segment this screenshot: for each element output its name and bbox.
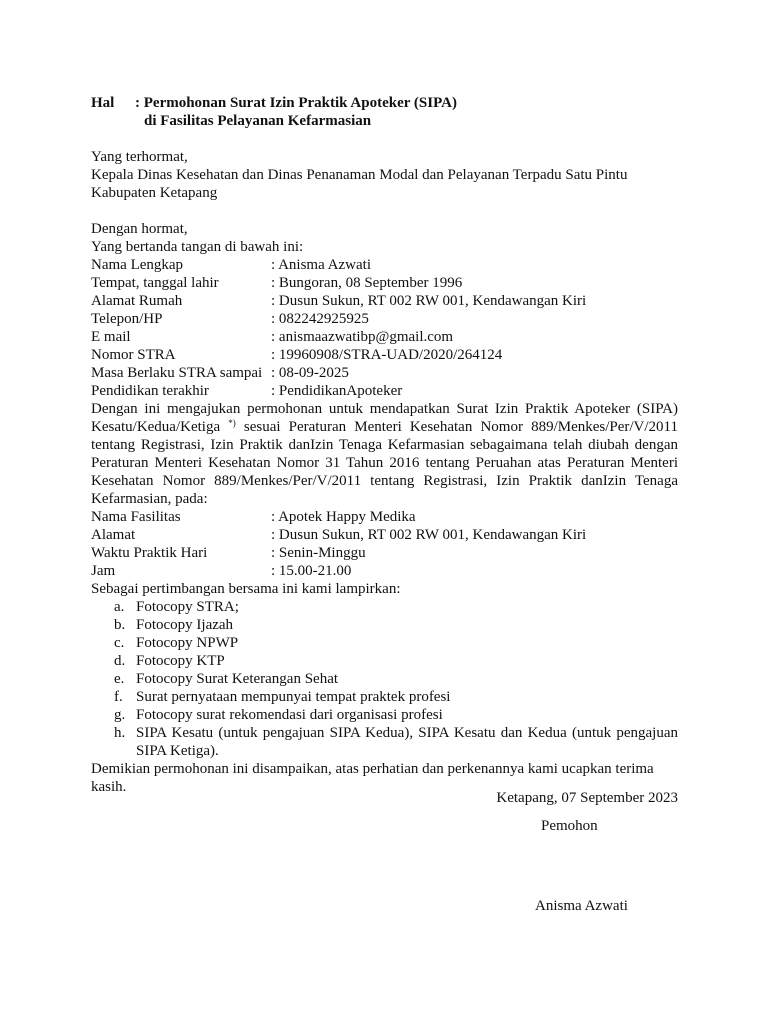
field-value: : Bungoran, 08 September 1996 (271, 275, 463, 291)
field-value: : Senin-Minggu (271, 545, 366, 561)
list-item (91, 598, 678, 616)
greeting: Dengan hormat, (91, 221, 188, 237)
applicant-details (91, 256, 678, 400)
recipient-line-1: Kepala Dinas Kesehatan dan Dinas Penanaman Modal dan Pelayanan Terpadu Satu Pintu (91, 167, 628, 183)
salutation: Yang terhormat, (91, 149, 188, 165)
list-marker: g. (114, 707, 126, 723)
list-item-text: SIPA Kesatu (untuk pengajuan SIPA Kedua), SIPA Kesatu dan Kedua (untuk pengajuan SIPA Ketiga). (136, 725, 678, 759)
list-item (91, 706, 678, 724)
attachment-list (91, 598, 678, 760)
subject-title-continued: di Fasilitas Pelayanan Kefarmasian (144, 113, 372, 129)
place-date: Ketapang, 07 September 2023 (496, 790, 678, 806)
list-marker: h. (114, 725, 126, 741)
field-label: Nomor STRA (91, 347, 176, 363)
field-label: E mail (91, 329, 131, 345)
field-label: Jam (91, 563, 116, 579)
subject-label: Hal (91, 95, 115, 111)
list-marker: d. (114, 653, 126, 669)
applicant-row (91, 364, 678, 382)
list-marker: a. (114, 599, 125, 615)
field-value: : Anisma Azwati (271, 257, 371, 273)
facility-details (91, 508, 678, 580)
list-marker: f. (114, 689, 123, 705)
list-marker: b. (114, 617, 126, 633)
closing-paragraph: Demikian permohonan ini disampaikan, atas perhatian dan perkenannya kami ucapkan terima kasih. (91, 761, 654, 795)
applicant-row (91, 346, 678, 364)
list-item (91, 670, 678, 688)
list-item-text: Fotocopy KTP (136, 653, 225, 669)
field-value: : Dusun Sukun, RT 002 RW 001, Kendawangan Kiri (271, 527, 587, 543)
field-label: Telepon/HP (91, 311, 163, 327)
field-label: Waktu Praktik Hari (91, 545, 208, 561)
applicant-row (91, 274, 678, 292)
list-item-text: Fotocopy surat rekomendasi dari organisasi profesi (136, 707, 443, 723)
list-item (91, 688, 678, 706)
request-paragraph: Dengan ini mengajukan permohonan untuk mendapatkan Surat Izin Praktik Apoteker (SIPA) Kesatu/Kedua/Ketiga *) sesuai Peraturan Menteri Kesehatan Nomor 889/Menkes/Per/V/2011 tentang Registrasi, Izin Praktik danIzin Tenaga Kefarmasian sebagaimana telah diubah dengan Peraturan Menteri Kesehatan Nomor 31 Tahun 2016 tentang Peruahan atas Peraturan Menteri Kesehatan Nomor 889/Menkes/Per/V/2011 tentang Registrasi, Izin Praktik danIzin Tenaga Kefarmasian, pada: (91, 401, 678, 507)
facility-row (91, 562, 678, 580)
field-value: : 082242925925 (271, 311, 369, 327)
list-item-text: Surat pernyataan mempunyai tempat praktek profesi (136, 689, 451, 705)
list-item-text: Fotocopy Surat Keterangan Sehat (136, 671, 339, 687)
field-value: : Apotek Happy Medika (271, 509, 416, 525)
applicant-row (91, 328, 678, 346)
field-label: Tempat, tanggal lahir (91, 275, 219, 291)
intro-text: Yang bertanda tangan di bawah ini: (91, 239, 304, 255)
applicant-row (91, 310, 678, 328)
applicant-row (91, 256, 678, 274)
list-marker: e. (114, 671, 125, 687)
applicant-row (91, 382, 678, 400)
facility-row (91, 544, 678, 562)
field-value: : 15.00-21.00 (271, 563, 352, 579)
letter-body (91, 94, 678, 796)
field-label: Alamat (91, 527, 136, 543)
footnote-marker: *) (228, 418, 236, 428)
facility-row (91, 508, 678, 526)
attachments-intro: Sebagai pertimbangan bersama ini kami lampirkan: (91, 581, 401, 597)
signer-role: Pemohon (541, 818, 598, 834)
list-item-text: Fotocopy NPWP (136, 635, 239, 651)
field-value: : 19960908/STRA-UAD/2020/264124 (271, 347, 503, 363)
list-item-text: Fotocopy Ijazah (136, 617, 234, 633)
list-item-text: Fotocopy STRA; (136, 599, 239, 615)
subject-title: : Permohonan Surat Izin Praktik Apoteker (SIPA) (135, 95, 457, 111)
facility-row (91, 526, 678, 544)
field-label: Nama Fasilitas (91, 509, 181, 525)
field-value: : PendidikanApoteker (271, 383, 403, 399)
field-value: : Dusun Sukun, RT 002 RW 001, Kendawangan Kiri (271, 293, 587, 309)
field-label: Pendidikan terakhir (91, 383, 209, 399)
list-marker: c. (114, 635, 125, 651)
field-value: : 08-09-2025 (271, 365, 349, 381)
signer-name: Anisma Azwati (535, 898, 628, 914)
subject-line (91, 94, 678, 130)
field-label: Masa Berlaku STRA sampai (91, 365, 263, 381)
field-label: Alamat Rumah (91, 293, 183, 309)
list-item (91, 724, 678, 760)
field-value: : anismaazwatibp@gmail.com (271, 329, 454, 345)
list-item (91, 634, 678, 652)
field-label: Nama Lengkap (91, 257, 184, 273)
recipient-line-2: Kabupaten Ketapang (91, 185, 218, 201)
applicant-row (91, 292, 678, 310)
list-item (91, 616, 678, 634)
list-item (91, 652, 678, 670)
